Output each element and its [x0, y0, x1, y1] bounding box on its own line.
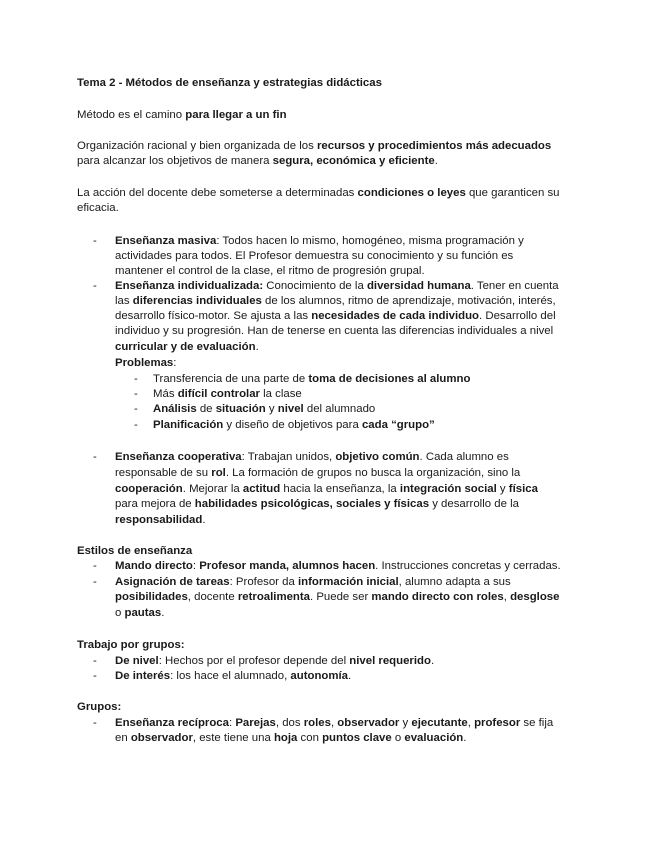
list-item-line — [115, 575, 511, 590]
text-span: . Instrucciones concretas y cerradas. — [375, 560, 561, 572]
text-span: hacia la enseñanza, la — [280, 483, 400, 495]
text-span: , dos — [275, 717, 304, 729]
bold-span: condiciones o leyes — [357, 187, 466, 199]
bold-span: De nivel — [115, 655, 159, 667]
definition-line — [77, 108, 287, 123]
bold-span: evaluación — [404, 732, 464, 744]
text-span: la clase — [259, 388, 302, 400]
paragraph-line — [77, 154, 438, 169]
bullet-dash: - — [134, 373, 138, 385]
text-span: . Cada alumno es — [419, 451, 509, 463]
bullet-dash: - — [93, 451, 97, 463]
text-span: desarrollo físico-motor. Se ajusta a las — [115, 310, 312, 322]
bold-span: necesidades de cada individuo — [311, 310, 480, 322]
text-span: . — [463, 732, 467, 744]
text-span: . Tener en cuenta — [470, 280, 559, 292]
bold-span: nivel requerido — [349, 655, 431, 667]
list-item-line: mantener el control de la clase, el ritmo de progresión grupal. — [115, 265, 425, 277]
list-item-line — [115, 559, 561, 574]
text-span: con — [297, 732, 323, 744]
bullet-dash: - — [134, 419, 138, 431]
bold-span: Planificación — [153, 419, 224, 431]
text-span: . — [202, 514, 206, 526]
bold-span: pautas — [124, 607, 162, 619]
text-span: , — [503, 591, 511, 603]
bold-span: ejecutante — [411, 717, 468, 729]
text-span: . — [348, 670, 352, 682]
bold-span: retroalimenta — [237, 591, 310, 603]
text-span: en — [115, 732, 131, 744]
paragraph-line — [77, 139, 551, 154]
text-span: Método es el camino — [77, 109, 186, 121]
text-span: , — [467, 717, 475, 729]
bold-span: roles — [303, 717, 331, 729]
sub-list-item — [153, 402, 375, 417]
text-span: : los hace el alumnado, — [170, 670, 291, 682]
bold-span: mando directo con roles — [371, 591, 504, 603]
text-span: responsable de su — [115, 467, 212, 479]
list-item-line — [115, 294, 556, 309]
list-item-line: actividades para todos. El Profesor demuestra su conocimiento y su función es — [115, 250, 514, 262]
bold-span: puntos clave — [322, 732, 392, 744]
bullet-dash: - — [93, 576, 97, 588]
list-item-line — [115, 309, 556, 324]
list-item-line — [115, 654, 434, 669]
text-span: y — [399, 717, 412, 729]
text-span: o — [391, 732, 405, 744]
bullet-dash: - — [134, 403, 138, 415]
bold-span: autonomía — [290, 670, 348, 682]
text-span: : Hechos por el profesor depende del — [158, 655, 350, 667]
list-item-line — [115, 340, 259, 355]
bold-span: hoja — [273, 732, 298, 744]
text-span: . — [430, 655, 435, 667]
text-span: . Desarrollo del — [479, 310, 556, 322]
text-span: : — [173, 357, 177, 369]
bold-span: curricular y de evaluación — [115, 341, 256, 353]
sub-list-item — [153, 418, 435, 433]
text-span: de — [196, 403, 216, 415]
bold-span: actitud — [242, 483, 281, 495]
bold-span: difícil controlar — [177, 388, 260, 400]
bold-span: situación — [215, 403, 266, 415]
list-item-line — [115, 279, 559, 294]
text-span: : Todos hacen lo mismo, homogéneo, misma programación y — [216, 235, 524, 247]
bullet-dash: - — [93, 717, 97, 729]
text-span: . La formación de grupos no busca la organización, sino la — [225, 467, 521, 479]
text-span: : — [192, 560, 200, 572]
text-span: . Mejorar la — [182, 483, 243, 495]
list-item-line — [115, 466, 520, 481]
bold-span: para llegar a un fin — [185, 109, 287, 121]
text-span: y desarrollo de la — [429, 498, 519, 510]
section-heading: Estilos de enseñanza — [77, 545, 193, 557]
text-span: Transferencia de una parte de — [153, 373, 309, 385]
list-item-line — [115, 450, 509, 465]
bold-span: diferencias individuales — [132, 295, 262, 307]
bold-span: De interés — [115, 670, 171, 682]
bold-span: responsabilidad — [115, 514, 203, 526]
problems-heading — [115, 356, 176, 371]
text-span: , este tiene una — [192, 732, 274, 744]
bold-span: habilidades psicológicas, sociales y físicas — [194, 498, 430, 510]
bold-span: Parejas — [235, 717, 276, 729]
text-span: , docente — [187, 591, 238, 603]
text-span: , alumno adapta a sus — [398, 576, 511, 588]
bold-span: posibilidades — [115, 591, 188, 603]
paragraph-line: eficacia. — [77, 202, 119, 214]
bold-span: profesor — [474, 717, 521, 729]
bold-span: observador — [337, 717, 400, 729]
bold-span: nivel — [277, 403, 304, 415]
bold-span: observador — [130, 732, 193, 744]
bullet-dash: - — [93, 655, 97, 667]
bold-span: Enseñanza recíproca — [115, 717, 229, 729]
bold-span: Profesor manda, alumnos hacen — [199, 560, 376, 572]
bold-span: toma de decisiones al alumno — [308, 373, 471, 385]
text-span: y — [265, 403, 278, 415]
bold-span: cooperación — [115, 483, 183, 495]
list-item-line: individuo y su progresión. Han de tenerse en cuenta las diferencias individuales a nivel — [115, 325, 554, 337]
text-span: : Trabajan unidos, — [241, 451, 336, 463]
list-item-line — [115, 513, 206, 528]
text-span: o — [115, 607, 125, 619]
bold-span: objetivo común — [335, 451, 420, 463]
list-item-line — [115, 731, 466, 746]
sub-list-item — [153, 387, 302, 402]
bold-span: Mando directo — [115, 560, 193, 572]
text-span: que garanticen su — [465, 187, 560, 199]
text-span: de los alumnos, ritmo de aprendizaje, motivación, interés, — [261, 295, 556, 307]
bullet-dash: - — [93, 560, 97, 572]
bold-span: recursos y procedimientos más adecuados — [316, 140, 552, 152]
list-item-line — [115, 669, 351, 684]
bold-span: desglose — [510, 591, 560, 603]
text-span: La acción del docente debe someterse a determinadas — [77, 187, 358, 199]
bold-span: Análisis — [153, 403, 197, 415]
bullet-dash: - — [93, 235, 97, 247]
bold-span: Enseñanza individualizada: — [115, 280, 264, 292]
text-span: se fija — [520, 717, 554, 729]
text-span: del alumnado — [303, 403, 376, 415]
sub-list-item — [153, 372, 470, 387]
text-span: , — [330, 717, 338, 729]
text-span: Más — [153, 388, 178, 400]
text-span: para alcanzar los objetivos de manera — [77, 155, 273, 167]
bold-span: Enseñanza masiva — [115, 235, 217, 247]
bold-span: cada “grupo” — [361, 419, 435, 431]
text-span: . — [255, 341, 259, 353]
bold-span: información inicial — [297, 576, 399, 588]
bold-span: segura, económica y eficiente — [272, 155, 435, 167]
bold-span: Enseñanza cooperativa — [115, 451, 242, 463]
bold-span: integración social — [399, 483, 497, 495]
bold-span: Problemas — [115, 357, 174, 369]
bullet-dash: - — [93, 280, 97, 292]
text-span: . — [161, 607, 165, 619]
text-span: Conocimiento de la — [263, 280, 367, 292]
list-item-line — [115, 497, 519, 512]
list-item-line — [115, 482, 538, 497]
list-item-line — [115, 606, 164, 621]
list-item-line — [115, 590, 559, 605]
text-span: y — [496, 483, 509, 495]
bullet-dash: - — [93, 670, 97, 682]
bold-span: diversidad humana — [366, 280, 471, 292]
text-span: las — [115, 295, 133, 307]
bold-span: Asignación de tareas — [115, 576, 230, 588]
text-span: Organización racional y bien organizada de los — [77, 140, 317, 152]
section-heading: Trabajo por grupos: — [77, 639, 185, 651]
list-item-line — [115, 716, 553, 731]
text-span: . Puede ser — [310, 591, 372, 603]
text-span: : — [228, 717, 236, 729]
bullet-dash: - — [134, 388, 138, 400]
text-span: : Profesor da — [229, 576, 298, 588]
section-heading: Grupos: — [77, 701, 122, 713]
text-span: . — [434, 155, 438, 167]
bold-span: rol — [211, 467, 226, 479]
list-item-line — [115, 234, 524, 249]
text-span: y diseño de objetivos para — [223, 419, 362, 431]
page-title: Tema 2 - Métodos de enseñanza y estrategias didácticas — [77, 77, 382, 89]
text-span: para mejora de — [115, 498, 195, 510]
bold-span: física — [508, 483, 538, 495]
paragraph-line — [77, 186, 560, 201]
